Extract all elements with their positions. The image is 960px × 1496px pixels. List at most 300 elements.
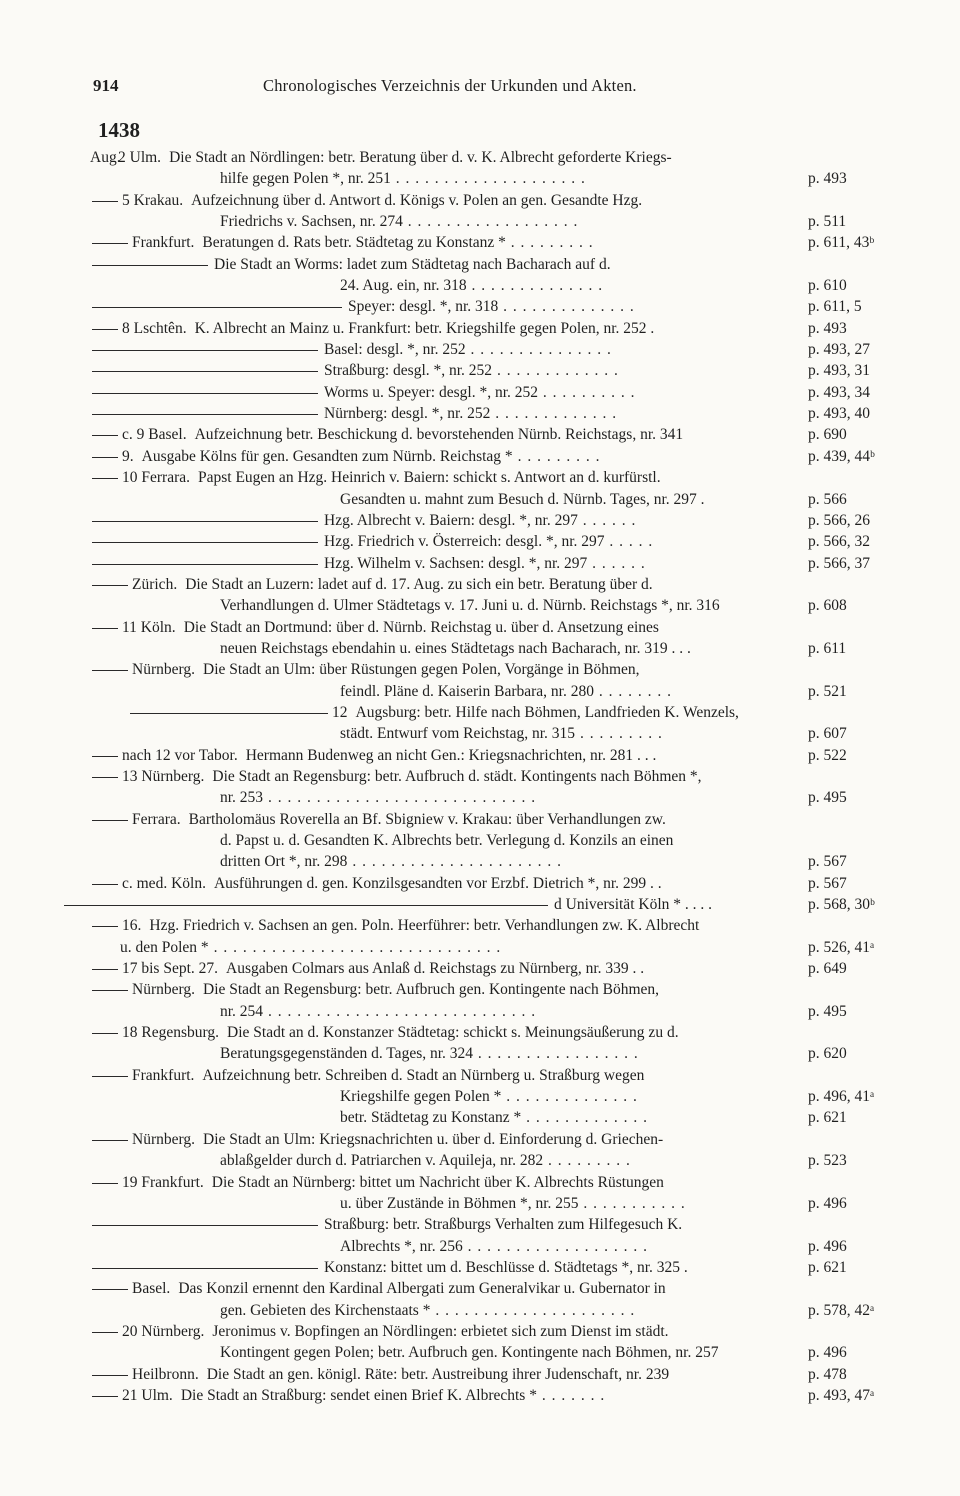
date-place-label: nach 12 vor Tabor. xyxy=(122,746,238,764)
page-reference: p. 496 xyxy=(808,1194,847,1212)
ditto-line xyxy=(92,564,318,565)
page-reference: p. 493, 31 xyxy=(808,362,870,380)
page-reference: p. 611 xyxy=(808,639,847,657)
entry-text xyxy=(202,1065,644,1086)
entry-row xyxy=(0,681,960,702)
date-place-label: 16. xyxy=(122,917,142,935)
entry-text xyxy=(226,958,644,979)
date-place-label: c. 9 Basel. xyxy=(122,426,187,444)
ditto-line xyxy=(92,1289,128,1290)
leader-dots: . . . . . . . . . . . . . . . . . . . . . xyxy=(430,1301,636,1319)
entry-row xyxy=(0,1214,960,1235)
entry-text xyxy=(220,1342,719,1363)
page-reference: p. 478 xyxy=(808,1365,847,1383)
entry-text-main: nr. 254 xyxy=(220,1002,264,1020)
entry-text-main: 24. Aug. ein, nr. 318 xyxy=(340,277,467,295)
page-reference: p. 493, 34 xyxy=(808,383,870,401)
entry-text-main: dritten Ort *, nr. 298 xyxy=(220,853,348,871)
date-place-label: 18 Regensburg. xyxy=(122,1024,220,1042)
ditto-line xyxy=(92,969,118,970)
leader-dots: . . . . . . . . . . . . . . xyxy=(498,298,635,316)
page-reference: p. 567 xyxy=(808,874,847,892)
entry-text-main: Bartholomäus Roverella an Bf. Sbigniew v. Krakau: über Verhandlungen zw. xyxy=(188,810,666,828)
entry-row xyxy=(0,254,960,275)
entry-text xyxy=(212,1321,668,1342)
leader-dots: . . . . . . . . . . . . . . xyxy=(466,277,604,295)
entry-row xyxy=(0,1236,960,1257)
entry-text xyxy=(220,851,562,872)
month-label: Aug. xyxy=(90,149,121,166)
entry-text xyxy=(191,190,642,211)
entry-row xyxy=(0,382,960,403)
entry-text xyxy=(203,659,640,680)
entry-row xyxy=(0,424,960,445)
entry-row xyxy=(0,510,960,531)
ditto-line xyxy=(64,905,548,906)
entry-text-main: Hzg. Albrecht v. Baiern: desgl. *, nr. 297 xyxy=(324,511,578,529)
date-place-label: 11 Köln. xyxy=(122,618,176,636)
entry-text xyxy=(181,1385,605,1406)
entry-text xyxy=(198,467,661,488)
date-place-label: c. med. Köln. xyxy=(122,874,206,892)
entry-text-main: Die Stadt an Worms: ladet zum Städtetag nach Bacharach auf d. xyxy=(214,255,611,273)
leader-dots: . . . . . . . . . . . . . . . . . . . . . . xyxy=(347,853,562,871)
page-reference: p. 607 xyxy=(808,725,847,743)
page-reference: p. 566, 37 xyxy=(808,554,870,572)
date-place-label: 8 Lschtên. xyxy=(122,319,187,337)
entry-text-main: Albrechts *, nr. 256 xyxy=(340,1237,463,1255)
entry-text xyxy=(195,424,684,445)
entry-text-main: Die Stadt an Regensburg: betr. Aufbruch gen. Kontingente nach Böhmen, xyxy=(203,981,660,999)
entry-text-main: feindl. Pläne d. Kaiserin Barbara, nr. 280 xyxy=(340,682,594,700)
entry-row xyxy=(0,339,960,360)
page-reference: p. 690 xyxy=(808,426,847,444)
entry-text xyxy=(340,275,603,296)
entry-text xyxy=(220,211,578,232)
ditto-line xyxy=(92,990,128,991)
ditto-line xyxy=(92,670,128,671)
entry-row xyxy=(0,1150,960,1171)
date-place-label: Nürnberg. xyxy=(132,981,195,999)
leader-dots: . . . . . . . . . . . . . . . xyxy=(465,341,612,359)
page-reference: p. 621 xyxy=(808,1109,847,1127)
date-place-label: Frankfurt. xyxy=(132,1066,195,1084)
entry-row xyxy=(0,894,960,915)
entry-text xyxy=(246,745,657,766)
ditto-line xyxy=(92,457,118,458)
entry-row xyxy=(0,467,960,488)
ditto-line xyxy=(92,820,128,821)
ditto-line xyxy=(92,478,118,479)
entry-text xyxy=(189,809,666,830)
entry-row xyxy=(0,1065,960,1086)
entry-row xyxy=(0,190,960,211)
entry-text-main: betr. Städtetag zu Konstanz * xyxy=(340,1109,522,1127)
entry-row xyxy=(0,531,960,552)
entry-row xyxy=(0,1086,960,1107)
entry-text xyxy=(120,937,501,958)
page-reference: p. 620 xyxy=(808,1045,847,1063)
entry-text-main: Das Konzil ernennt den Kardinal Albergati zum Generalvikar u. Gubernator in xyxy=(178,1280,666,1298)
entry-text xyxy=(340,489,705,510)
leader-dots: . . . . . . . . . . xyxy=(538,383,636,401)
entry-text-main: Gesandten u. mahnt zum Besuch d. Nürnb. Tages, nr. 297 . xyxy=(340,490,705,508)
leader-dots: . . . . . . . . . . . . . . . . . . . . xyxy=(390,170,586,188)
ditto-line xyxy=(92,243,128,244)
leader-dots: . . . . . . . . . xyxy=(575,725,663,743)
entry-text-main: Die Stadt an Nördlingen: betr. Beratung über d. v. K. Albrecht geforderte Kriegs- xyxy=(169,149,672,166)
entry-row xyxy=(0,296,960,317)
entry-text-main: d Universität Köln * . . . . xyxy=(554,896,712,914)
year-heading: 1438 xyxy=(98,118,140,142)
leader-dots: . . . . . . . . . . . . . . . . . . xyxy=(402,213,579,231)
leader-dots: . . . . . . . . xyxy=(593,682,672,700)
entry-text-main: Jeronimus v. Bopfingen an Nördlingen: erbietet sich zum Dienst im städt. xyxy=(212,1322,669,1340)
leader-dots: . . . . . . . . . . . . . xyxy=(492,362,619,380)
leader-dots: . . . . . . . . . xyxy=(505,234,594,252)
entry-row xyxy=(0,318,960,339)
entry-row xyxy=(0,1001,960,1022)
entry-text-main: Aufzeichnung über d. Antwort d. Königs v. Polen an gen. Gesandte Hzg. xyxy=(191,191,643,209)
entry-text-main: Hzg. Friedrich v. Sachsen an gen. Poln. Heerführer: betr. Verhandlungen zw. K. Albrecht xyxy=(149,917,700,935)
ditto-line xyxy=(92,265,208,266)
entry-row xyxy=(0,1172,960,1193)
ditto-line xyxy=(92,1033,118,1034)
ditto-line xyxy=(92,1140,128,1141)
entry-row xyxy=(0,1193,960,1214)
page-reference: p. 493, 47ᵃ xyxy=(808,1386,875,1404)
entry-text xyxy=(214,873,662,894)
date-place-label: 12 xyxy=(332,703,348,721)
leader-dots: . . . . . . . . . xyxy=(512,447,601,465)
page-reference: p. 566 xyxy=(808,490,847,508)
page-reference: p. 578, 42ᵃ xyxy=(808,1301,875,1319)
entry-text xyxy=(212,766,701,787)
page-reference: p. 521 xyxy=(808,682,847,700)
entry-row xyxy=(0,1342,960,1363)
leader-dots: . . . . . . . . . . . . . xyxy=(490,405,618,423)
page-reference: p. 621 xyxy=(808,1258,847,1276)
entry-text-main: Ausgabe Kölns für gen. Gesandten zum Nürnb. Reichstag * xyxy=(141,447,513,465)
leader-dots: . . . . . . . . . . . . . . . . . . . . . . . . . . . . xyxy=(263,1002,537,1020)
date-place-label: Basel. xyxy=(132,1280,171,1298)
ditto-line xyxy=(92,1076,128,1077)
leader-dots: . . . . . xyxy=(604,533,654,551)
ditto-line xyxy=(92,371,318,372)
page-reference: p. 493, 40 xyxy=(808,405,870,423)
ditto-line xyxy=(92,521,318,522)
entry-text-main: Friedrichs v. Sachsen, nr. 274 xyxy=(220,213,403,231)
entry-text-main: Straßburg: desgl. *, nr. 252 xyxy=(324,362,493,380)
entry-text xyxy=(324,360,619,381)
leader-dots: . . . . . . xyxy=(577,511,637,529)
entry-row xyxy=(0,873,960,894)
leader-dots: . . . . . . . . . xyxy=(543,1152,631,1170)
entry-text xyxy=(220,1300,635,1321)
leader-dots: . . . . . . . . . . . . . xyxy=(521,1109,648,1127)
entry-row xyxy=(0,830,960,851)
entry-text-main: Die Stadt an Dortmund: über d. Nürnb. Reichstag u. über d. Ansetzung eines xyxy=(183,618,659,636)
page-reference: p. 439, 44ᵇ xyxy=(808,447,875,465)
ditto-line xyxy=(92,777,118,778)
entry-text-main: Straßburg: betr. Straßburgs Verhalten zum Hilfegesuch K. xyxy=(324,1216,683,1234)
ditto-line xyxy=(92,884,118,885)
ditto-line xyxy=(92,585,128,586)
ditto-line xyxy=(92,628,118,629)
leader-dots: . . . . . . xyxy=(587,554,646,572)
leader-dots: . . . . . . . . . . . . . . . . . . . xyxy=(462,1237,648,1255)
ditto-line xyxy=(92,1225,318,1226)
entry-text xyxy=(202,232,593,253)
entry-text-main: neuen Reichstags ebendahin u. eines Städtetags nach Bacharach, nr. 319 . . . xyxy=(220,639,691,657)
entry-row xyxy=(0,1043,960,1064)
ditto-line xyxy=(92,926,118,927)
ditto-line xyxy=(92,350,318,351)
ditto-line xyxy=(92,1332,118,1333)
entry-text-main: Aufzeichnung betr. Schreiben d. Stadt an Nürnberg u. Straßburg wegen xyxy=(202,1066,645,1084)
leader-dots: . . . . . . . . . . . . . . xyxy=(501,1088,638,1106)
entry-text-main: Die Stadt an Regensburg: betr. Aufbruch d. städt. Kontingents nach Böhmen *, xyxy=(212,767,702,785)
entry-text xyxy=(220,1001,536,1022)
entry-row xyxy=(0,232,960,253)
entry-text xyxy=(340,1086,638,1107)
leader-dots: . . . . . . . . . . . . . . . . . . . . . . . . . . . . . . xyxy=(208,938,502,956)
date-place-label: Frankfurt. xyxy=(132,234,195,252)
entry-text-main: ablaßgelder durch d. Patriarchen v. Aquileja, nr. 282 xyxy=(220,1152,544,1170)
entry-text xyxy=(220,830,673,851)
entry-text xyxy=(149,915,699,936)
entry-text xyxy=(356,702,739,723)
page-reference: p. 526, 41ᵃ xyxy=(808,938,875,956)
page-reference: p. 608 xyxy=(808,597,847,615)
entry-text xyxy=(169,147,672,168)
entry-text xyxy=(220,638,691,659)
date-place-label: 2 Ulm. xyxy=(118,149,162,166)
entry-text-main: K. Albrecht an Mainz u. Frankfurt: betr. Kriegshilfe gegen Polen, nr. 252 . xyxy=(194,319,655,337)
page-reference: p. 493 xyxy=(808,170,847,188)
entry-row xyxy=(0,809,960,830)
entry-text-main: nr. 253 xyxy=(220,789,264,807)
entry-text xyxy=(203,979,659,1000)
ditto-line xyxy=(92,1183,118,1184)
entry-text xyxy=(142,446,601,467)
date-place-label: 5 Krakau. xyxy=(122,191,184,209)
ditto-line xyxy=(92,435,118,436)
entry-text xyxy=(324,403,617,424)
page-reference: p. 496 xyxy=(808,1344,847,1362)
entry-text-main: d. Papst u. d. Gesandten K. Albrechts betr. Verlegung d. Konzils an einen xyxy=(220,832,674,849)
entry-text xyxy=(340,681,672,702)
entry-row xyxy=(0,489,960,510)
entry-text-main: Speyer: desgl. *, nr. 318 xyxy=(348,298,499,316)
date-place-label: 17 bis Sept. 27. xyxy=(122,960,219,978)
entry-text-main: Die Stadt an Luzern: ladet auf d. 17. Aug. zu sich ein betr. Beratung über d. xyxy=(185,575,653,593)
entry-text-main: Ausführungen d. gen. Konzilsgesandten vor Erzbf. Dietrich *, nr. 299 . . xyxy=(213,874,662,892)
entry-row xyxy=(0,168,960,189)
entry-row xyxy=(0,574,960,595)
entry-row xyxy=(0,1022,960,1043)
entry-row xyxy=(0,275,960,296)
entry-text xyxy=(220,787,536,808)
ditto-line xyxy=(92,201,118,202)
entry-text xyxy=(220,1043,639,1064)
entry-row xyxy=(0,147,960,168)
page-number: 914 xyxy=(93,76,119,95)
entry-text-main: städt. Entwurf vom Reichstag, nr. 315 xyxy=(340,725,576,743)
page-header xyxy=(93,76,883,98)
entry-text-main: Konstanz: bittet um d. Beschlüsse d. Städtetags *, nr. 325 . xyxy=(324,1258,688,1276)
entry-text xyxy=(185,574,652,595)
entry-text xyxy=(324,510,636,531)
entry-row xyxy=(0,1300,960,1321)
entry-text xyxy=(324,531,653,552)
entry-row xyxy=(0,745,960,766)
entry-text-main: Ausgaben Colmars aus Anlaß d. Reichstags zu Nürnberg, nr. 339 . . xyxy=(226,960,645,978)
ditto-line xyxy=(130,713,328,714)
page-reference: p. 649 xyxy=(808,960,847,978)
entry-row xyxy=(0,1107,960,1128)
entry-text-main: Hermann Budenweg an nicht Gen.: Kriegsnachrichten, nr. 281 . . . xyxy=(245,746,657,764)
ditto-line xyxy=(92,1375,128,1376)
page-reference: p. 566, 32 xyxy=(808,533,870,551)
page-reference: p. 566, 26 xyxy=(808,511,870,529)
entry-row xyxy=(0,595,960,616)
entry-text-main: Beratungen d. Rats betr. Städtetag zu Konstanz * xyxy=(202,234,506,252)
entry-row xyxy=(0,211,960,232)
entry-text xyxy=(195,318,655,339)
entry-text xyxy=(203,1129,663,1150)
entry-row xyxy=(0,702,960,723)
entry-text xyxy=(340,1107,648,1128)
entry-row xyxy=(0,723,960,744)
date-place-label: Zürich. xyxy=(132,575,178,593)
entry-text-main: Verhandlungen d. Ulmer Städtetags v. 17. Juni u. d. Nürnb. Reichstags *, nr. 316 xyxy=(220,597,720,615)
entry-text-main: Die Stadt an d. Konstanzer Städtetag: schickt s. Meinungsäußerung zu d. xyxy=(227,1024,679,1042)
entry-text-main: Beratungsgegenständen d. Tages, nr. 324 xyxy=(220,1045,474,1063)
page-reference: p. 568, 30ᵇ xyxy=(808,896,875,914)
entry-text xyxy=(214,254,611,275)
entry-text xyxy=(348,296,635,317)
date-place-label: 10 Ferrara. xyxy=(122,469,190,487)
entry-text-main: Hzg. Friedrich v. Österreich: desgl. *, nr. 297 xyxy=(324,533,605,551)
entry-row xyxy=(0,1257,960,1278)
entry-row xyxy=(0,617,960,638)
entry-text xyxy=(220,168,586,189)
page-reference: p. 611, 5 xyxy=(808,298,862,316)
entry-row xyxy=(0,553,960,574)
entry-row xyxy=(0,360,960,381)
date-place-label: 13 Nürnberg. xyxy=(122,767,205,785)
ditto-line xyxy=(92,1268,318,1269)
entry-text-main: Nürnberg: desgl. *, nr. 252 xyxy=(324,405,491,423)
entry-text-main: Papst Eugen an Hzg. Heinrich v. Baiern: schickt s. Antwort an d. kurfürstl. xyxy=(198,469,661,487)
entry-text-main: hilfe gegen Polen *, nr. 251 xyxy=(220,170,391,188)
ditto-line xyxy=(92,1396,118,1397)
date-place-label: 21 Ulm. xyxy=(122,1386,173,1404)
entry-text xyxy=(324,339,612,360)
entry-list xyxy=(0,147,960,1406)
running-title: Chronologisches Verzeichnis der Urkunden und Akten. xyxy=(263,76,637,95)
entry-row xyxy=(0,1129,960,1150)
entry-text-main: u. den Polen * xyxy=(120,938,209,956)
entry-row xyxy=(0,1364,960,1385)
date-place-label: Ferrara. xyxy=(132,810,181,828)
entry-text xyxy=(227,1022,679,1043)
entry-text xyxy=(554,894,712,915)
entry-text-main: u. über Zustände in Böhmen *, nr. 255 xyxy=(340,1194,579,1212)
date-place-label: Nürnberg. xyxy=(132,1130,195,1148)
entry-row xyxy=(0,766,960,787)
entry-text xyxy=(184,617,659,638)
entry-text-main: Die Stadt an Ulm: über Rüstungen gegen Polen, Vorgänge in Böhmen, xyxy=(203,661,640,679)
page-reference: p. 567 xyxy=(808,853,847,871)
entry-text-main: Kontingent gegen Polen; betr. Aufbruch gen. Kontingente nach Böhmen, nr. 257 xyxy=(220,1344,719,1362)
entry-text xyxy=(207,1364,669,1385)
ditto-line xyxy=(92,542,318,543)
entry-text-main: Die Stadt an gen. königl. Räte: betr. Austreibung ihrer Judenschaft, nr. 239 xyxy=(206,1365,670,1383)
entry-row xyxy=(0,958,960,979)
ditto-line xyxy=(92,414,318,415)
ditto-line xyxy=(92,393,318,394)
entry-text-main: Die Stadt an Ulm: Kriegsnachrichten u. über d. Einforderung d. Griechen- xyxy=(203,1130,664,1148)
page-reference: p. 523 xyxy=(808,1152,847,1170)
date-place-label: Heilbronn. xyxy=(132,1365,199,1383)
entry-text xyxy=(220,595,720,616)
leader-dots: . . . . . . . . . . . . . . . . . . . . . . . . . . . . xyxy=(263,789,537,807)
page-reference: p. 496 xyxy=(808,1237,847,1255)
entry-text-main: Basel: desgl. *, nr. 252 xyxy=(324,341,466,359)
ditto-line xyxy=(92,307,342,308)
entry-row xyxy=(0,915,960,936)
page-reference: p. 522 xyxy=(808,746,847,764)
page-reference: p. 496, 41ᵃ xyxy=(808,1088,875,1106)
entry-row xyxy=(0,851,960,872)
entry-text-main: Die Stadt an Nürnberg: bittet um Nachricht über K. Albrechts Rüstungen xyxy=(211,1173,664,1191)
date-place-label: Nürnberg. xyxy=(132,661,195,679)
entry-text-main: Hzg. Wilhelm v. Sachsen: desgl. *, nr. 297 xyxy=(324,554,588,572)
entry-text xyxy=(324,1214,682,1235)
entry-text-main: Aufzeichnung betr. Beschickung d. bevorstehenden Nürnb. Reichstags, nr. 341 xyxy=(194,426,684,444)
entry-text xyxy=(340,723,663,744)
ditto-line xyxy=(92,756,118,757)
page-reference: p. 495 xyxy=(808,789,847,807)
entry-text-main: Kriegshilfe gegen Polen * xyxy=(340,1088,502,1106)
page-reference: p. 511 xyxy=(808,213,847,231)
entry-row xyxy=(0,403,960,424)
entry-row xyxy=(0,1385,960,1406)
entry-row xyxy=(0,787,960,808)
date-place-label: 19 Frankfurt. xyxy=(122,1173,204,1191)
entry-row xyxy=(0,1278,960,1299)
entry-text xyxy=(212,1172,664,1193)
entry-row xyxy=(0,446,960,467)
ditto-line xyxy=(92,329,118,330)
entry-text-main: gen. Gebieten des Kirchenstaats * xyxy=(220,1301,431,1319)
entry-text xyxy=(220,1150,631,1171)
page-reference: p. 611, 43ᵇ xyxy=(808,234,875,252)
entry-row xyxy=(0,979,960,1000)
leader-dots: . . . . . . . xyxy=(536,1386,606,1404)
entry-text xyxy=(340,1193,686,1214)
entry-row xyxy=(0,638,960,659)
entry-text-main: Worms u. Speyer: desgl. *, nr. 252 xyxy=(324,383,539,401)
page-reference: p. 493 xyxy=(808,319,847,337)
entry-text xyxy=(340,1236,648,1257)
entry-row xyxy=(0,1321,960,1342)
entry-row xyxy=(0,659,960,680)
entry-text xyxy=(178,1278,665,1299)
date-place-label: 9. xyxy=(122,447,134,465)
